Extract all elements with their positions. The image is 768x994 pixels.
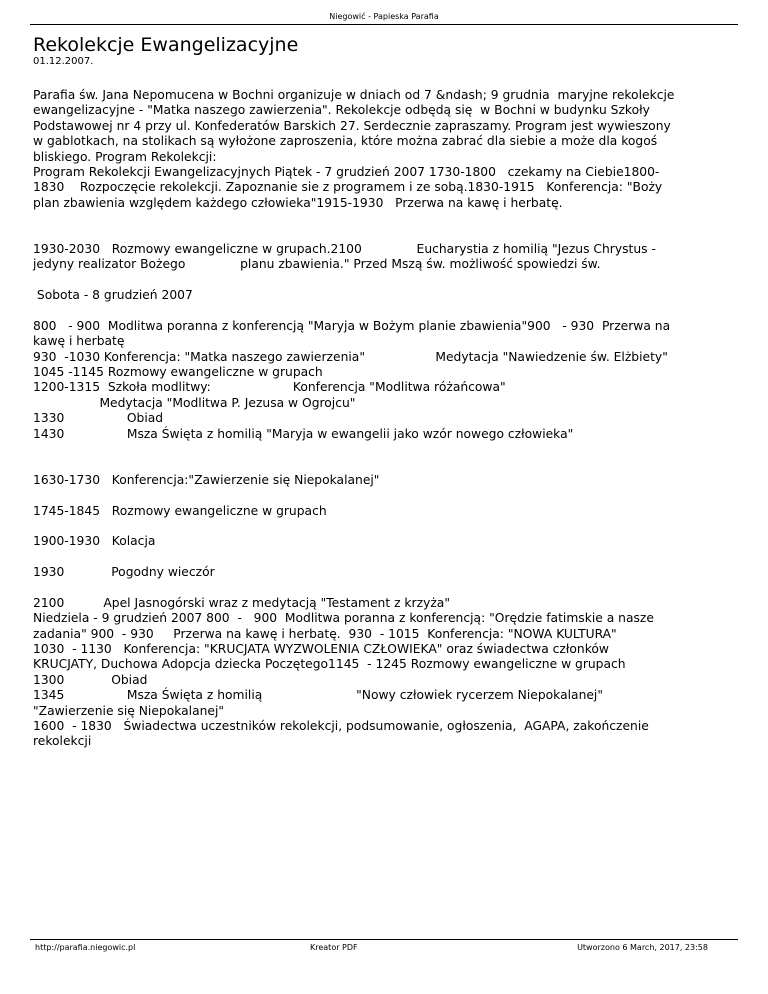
body-line: kawę i herbatę xyxy=(33,334,125,349)
footer-created: Utworzono 6 March, 2017, 23:58 xyxy=(577,943,708,952)
body-line xyxy=(33,581,733,596)
body-line: plan zbawienia względem każdego człowieka"1915-1930 Przerwa na kawę i herbatę. xyxy=(33,195,563,210)
body-line xyxy=(33,303,733,318)
body-line: 1900-1930 Kolacja xyxy=(33,534,156,549)
body-line: 1630-1730 Konferencja:"Zawierzenie się Niepokalanej" xyxy=(33,472,380,487)
article-date: 01.12.2007. xyxy=(33,56,94,67)
body-line: 1045 -1145 Rozmowy ewangeliczne w grupach xyxy=(33,365,323,380)
body-line: w gablotkach, na stolikach są wyłożone zaproszenia, które można zabrać dla siebie a może dla kogoś xyxy=(33,134,658,149)
body-line xyxy=(33,442,733,457)
body-line: 1830 Rozpoczęcie rekolekcji. Zapoznanie sie z programem i ze sobą.1830-1915 Konferencja: "Boży xyxy=(33,180,663,195)
body-line: 1300 Obiad xyxy=(33,672,148,687)
body-line: ewangelizacyjne - "Matka naszego zawierzenia". Rekolekcje odbędą się w Bochni w budynku Szkoły xyxy=(33,103,650,118)
body-line: 1345 Msza Święta z homilią "Nowy człowiek rycerzem Niepokalanej" xyxy=(33,688,603,703)
body-line: 800 - 900 Modlitwa poranna z konferencją "Maryja w Bożym planie zbawienia"900 - 930 Przerwa na xyxy=(33,318,671,333)
body-line: 1030 - 1130 Konferencja: "KRUCJATA WYZWOLENIA CZŁOWIEKA" oraz świadectwa członków xyxy=(33,642,609,657)
body-line xyxy=(33,273,733,288)
footer-generator: Kreator PDF xyxy=(310,943,358,952)
footer-url: http://parafia.niegowic.pl xyxy=(35,943,136,952)
page-footer xyxy=(30,939,738,952)
body-line xyxy=(33,227,733,242)
body-line: Podstawowej nr 4 przy ul. Konfederatów Barskich 27. Serdecznie zapraszamy. Program jest wywieszony xyxy=(33,118,671,133)
body-line: 1745-1845 Rozmowy ewangeliczne w grupach xyxy=(33,503,327,518)
body-line: KRUCJATY, Duchowa Adopcja dziecka Poczętego1145 - 1245 Rozmowy ewangeliczne w grupach xyxy=(33,657,626,672)
body-line: 1600 - 1830 Świadectwa uczestników rekolekcji, podsumowanie, ogłoszenia, AGAPA, zakończenie xyxy=(33,719,649,734)
body-line: 1430 Msza Święta z homilią "Maryja w ewangelii jako wzór nowego człowieka" xyxy=(33,426,574,441)
body-line: 1930-2030 Rozmowy ewangeliczne w grupach.2100 Eucharystia z homilią "Jezus Chrystus - xyxy=(33,241,656,256)
body-line: Sobota - 8 grudzień 2007 xyxy=(33,288,193,303)
site-name: Niegowić - Papieska Parafia xyxy=(329,12,439,21)
article-body xyxy=(33,88,733,750)
body-line: 1200-1315 Szkoła modlitwy: Konferencja "Modlitwa różańcowa" xyxy=(33,380,506,395)
page-header xyxy=(30,12,738,25)
body-line: "Zawierzenie się Niepokalanej" xyxy=(33,703,225,718)
article-title: Rekolekcje Ewangelizacyjne xyxy=(33,34,299,56)
body-line: Parafia św. Jana Nepomucena w Bochni organizuje w dniach od 7 &ndash; 9 grudnia maryjne rekolekcje xyxy=(33,88,675,102)
body-line: 930 -1030 Konferencja: "Matka naszego zawierzenia" Medytacja "Nawiedzenie św. Elżbiety" xyxy=(33,349,668,364)
body-line: Medytacja "Modlitwa P. Jezusa w Ogrojcu" xyxy=(33,395,356,410)
body-line: 1930 Pogodny wieczór xyxy=(33,565,215,580)
body-line xyxy=(33,457,733,472)
body-line: 2100 Apel Jasnogórski wraz z medytacją "Testament z krzyża" xyxy=(33,595,450,610)
body-line: jedyny realizator Bożego planu zbawienia." Przed Mszą św. możliwość spowiedzi św. xyxy=(33,257,601,272)
body-line xyxy=(33,211,733,226)
body-line: zadania" 900 - 930 Przerwa na kawę i herbatę. 930 - 1015 Konferencja: "NOWA KULTURA" xyxy=(33,626,617,641)
body-line: 1330 Obiad xyxy=(33,411,164,426)
body-line: Niedziela - 9 grudzień 2007 800 - 900 Modlitwa poranna z konferencją: "Orędzie fatimskie a nasze xyxy=(33,611,654,626)
body-line: rekolekcji xyxy=(33,734,92,749)
body-line xyxy=(33,550,733,565)
body-line xyxy=(33,519,733,534)
body-line xyxy=(33,488,733,503)
body-line: bliskiego. Program Rekolekcji: xyxy=(33,149,217,164)
body-line: Program Rekolekcji Ewangelizacyjnych Piątek - 7 grudzień 2007 1730-1800 czekamy na Ciebie1800- xyxy=(33,164,660,179)
